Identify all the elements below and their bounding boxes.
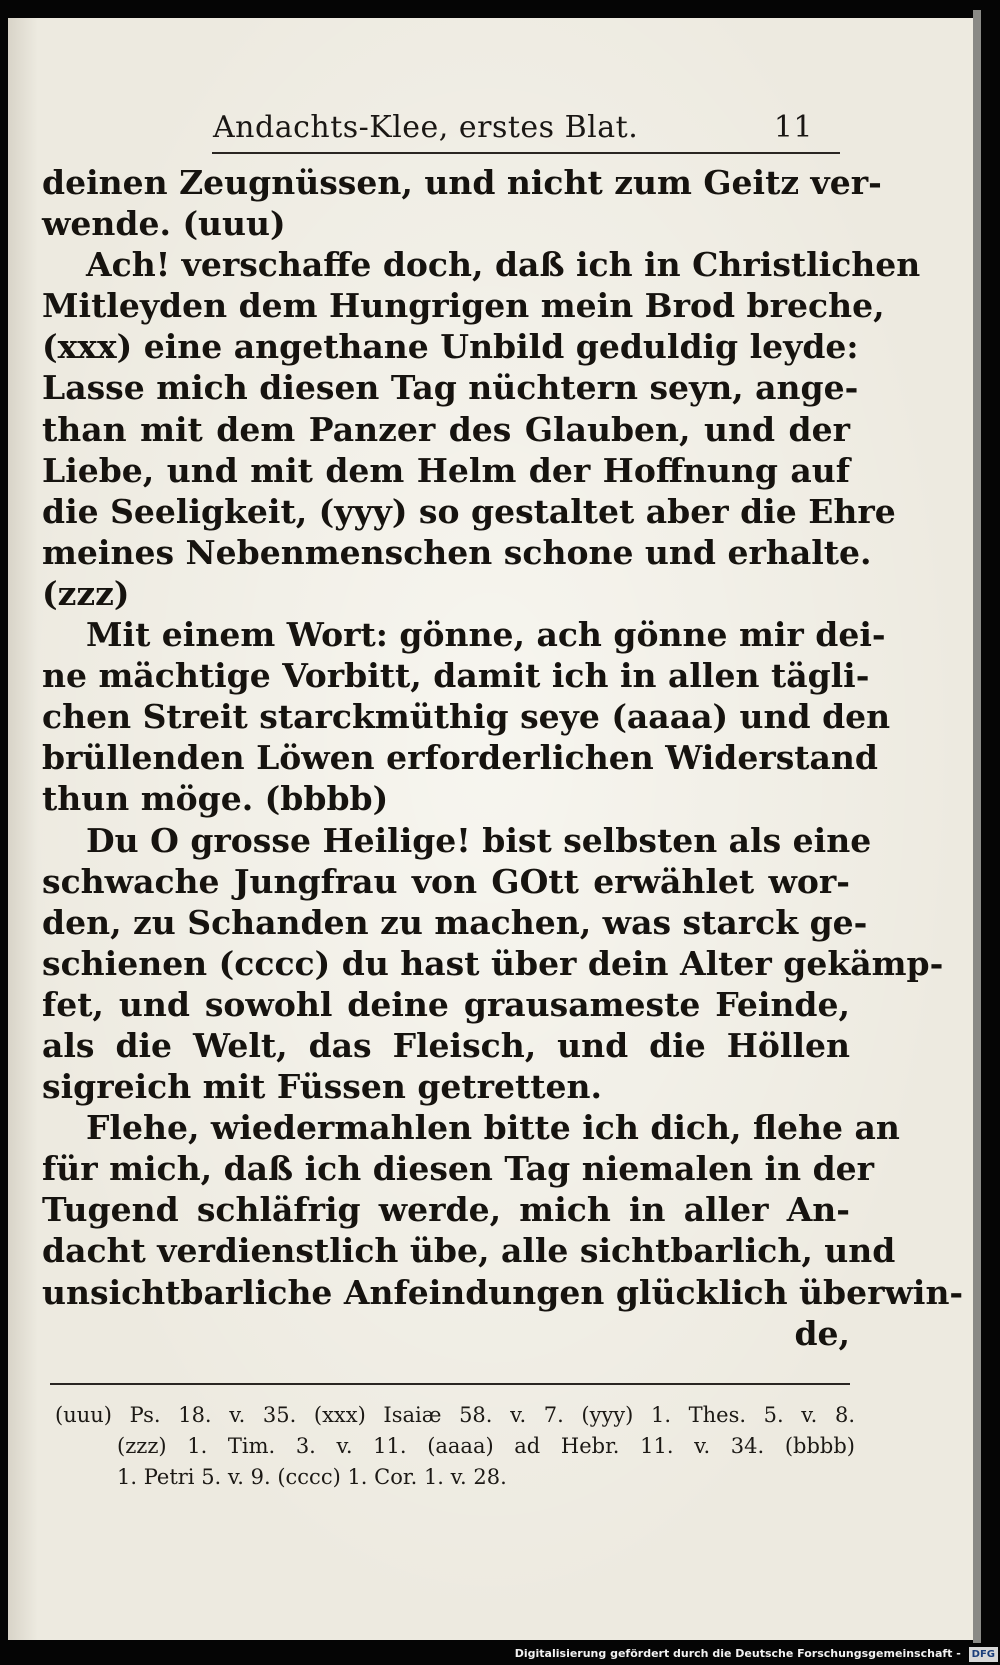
text-line: Liebe, und mit dem Helm der Hoffnung auf bbox=[42, 450, 850, 490]
text-line: chen Streit starckmüthig seye (aaaa) und den bbox=[42, 697, 891, 737]
header-rule bbox=[212, 152, 840, 154]
text-line: Lasse mich diesen Tag nüchtern seyn, ange- bbox=[42, 368, 859, 408]
text-line: schienen (cccc) du hast über dein Alter gekämp- bbox=[42, 943, 944, 983]
running-title: Andachts-Klee, erstes Blat. bbox=[213, 110, 639, 145]
text-line: Ach! verschaffe doch, daß ich in Christlichen bbox=[86, 245, 921, 285]
text-line: (xxx) eine angethane Unbild geduldig leyde: bbox=[42, 327, 859, 367]
text-line: sigreich mit Füssen getretten. bbox=[42, 1067, 603, 1107]
text-line: unsichtbarliche Anfeindungen glücklich überwin- bbox=[42, 1272, 964, 1312]
text-line: (zzz) bbox=[42, 573, 130, 613]
text-line: fet, und sowohl deine grausameste Feinde, bbox=[42, 984, 850, 1024]
text-line: Tugend schläfrig werde, mich in aller An- bbox=[42, 1190, 850, 1230]
page-edge bbox=[973, 10, 981, 1650]
footnote-line: 1. Petri 5. v. 9. (cccc) 1. Cor. 1. v. 28. bbox=[117, 1465, 507, 1489]
main-text bbox=[42, 162, 964, 1354]
text-line: Du O grosse Heilige! bist selbsten als eine bbox=[86, 820, 872, 860]
credit-text: Digitalisierung gefördert durch die Deutsche Forschungsgemeinschaft - bbox=[514, 1647, 961, 1660]
text-line: Mit einem Wort: gönne, ach gönne mir dei- bbox=[86, 615, 886, 655]
text-line: als die Welt, das Fleisch, und die Höllen bbox=[42, 1025, 850, 1065]
page-number: 11 bbox=[773, 110, 813, 145]
text-line: die Seeligkeit, (yyy) so gestaltet aber die Ehre bbox=[42, 491, 896, 531]
footnote-rule bbox=[50, 1383, 850, 1385]
running-head bbox=[213, 108, 813, 148]
text-line: thun möge. (bbbb) bbox=[42, 779, 389, 819]
footnotes bbox=[55, 1400, 855, 1493]
digitization-credit bbox=[509, 1643, 1000, 1665]
footnote-line: (uuu) Ps. 18. v. 35. (xxx) Isaiæ 58. v. 7. (yyy) 1. Thes. 5. v. 8. bbox=[55, 1403, 855, 1427]
text-line: deinen Zeugnüssen, und nicht zum Geitz ver- bbox=[42, 163, 882, 202]
text-line: than mit dem Panzer des Glauben, und der bbox=[42, 409, 850, 449]
text-line: meines Nebenmenschen schone und erhalte. bbox=[42, 532, 872, 572]
text-line: ne mächtige Vorbitt, damit ich in allen tägli- bbox=[42, 656, 870, 696]
text-line: den, zu Schanden zu machen, was starck ge- bbox=[42, 902, 868, 942]
text-line: für mich, daß ich diesen Tag niemalen in der bbox=[42, 1149, 875, 1189]
text-line: brüllenden Löwen erforderlichen Widerstand bbox=[42, 738, 878, 778]
text-line: dacht verdienstlich übe, alle sichtbarlich, und bbox=[42, 1231, 896, 1271]
footnote-line: (zzz) 1. Tim. 3. v. 11. (aaaa) ad Hebr. 11. v. 34. (bbbb) bbox=[117, 1434, 855, 1458]
catchword: de, bbox=[794, 1313, 850, 1353]
text-line: Flehe, wiedermahlen bitte ich dich, flehe an bbox=[86, 1108, 900, 1148]
dfg-logo-icon: DFG bbox=[969, 1647, 998, 1662]
text-line: Mitleyden dem Hungrigen mein Brod breche, bbox=[42, 286, 885, 326]
text-line: wende. (uuu) bbox=[42, 204, 286, 244]
text-line: schwache Jungfrau von GOtt erwählet wor- bbox=[42, 861, 850, 901]
